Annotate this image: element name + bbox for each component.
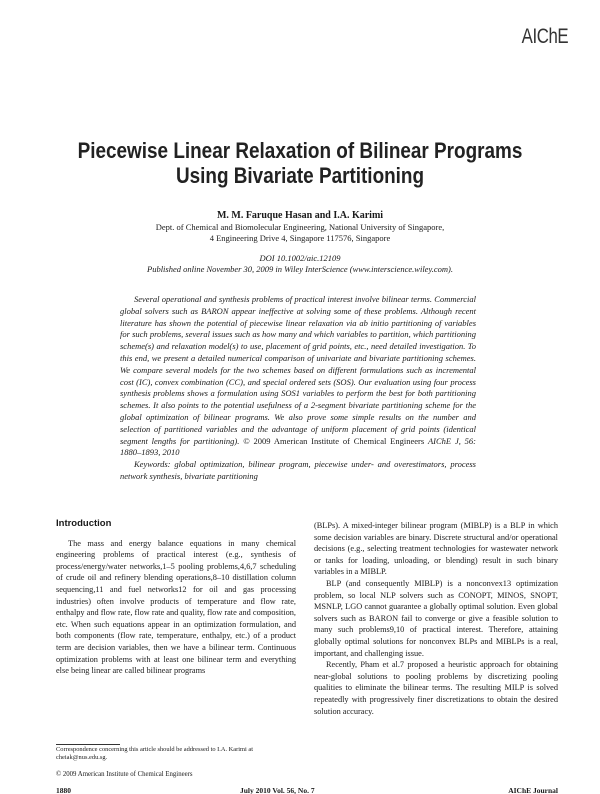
section-heading-introduction: Introduction (56, 518, 112, 529)
intro-paragraph-4: Recently, Pham et al.7 proposed a heuristic approach for obtaining near-global solutions to pooling problems by discretizing pooling qualities to eliminate the bilinear terms. The resulting MILP is solved repeatedly with progressively finer discretizations to obtain the desired solution accuracy. (314, 660, 558, 716)
issue-info: July 2010 Vol. 56, No. 7 (240, 786, 315, 794)
abstract-body: Several operational and synthesis problems of practical interest involve bilinear terms. Commercial global solvers such as BARON appear ineffective at solving some of these problems. Although recent literature has shown the potential of piecewise linear relaxation via ab initio partitioning of variables for such problems, several issues such as how many and which variables to partition, which partitioning scheme(s) and relaxation model(s) to use, placement of grid points, etc., need detailed investigation. To this end, we present a detailed numerical comparison of univariate and bivariate partitioning schemes. We compare several models for the two schemes based on different formulations such as incremental cost (IC), convex combination (CC), and special ordered sets (SOS). Our evaluation using four process synthesis problems shows a formulation using SOS1 variables to perform the best for both partitioning schemes. It also points to the potential usefulness of a 2-segment bivariate partitioning scheme for the global optimization of bilinear programs. We also prove some simple results on the number and selection of partitioned variables and the advantage of uniform placement of grid points (identical segment lengths for partitioning). (120, 294, 476, 446)
doi: DOI 10.1002/aic.12109 (259, 253, 341, 263)
authors: M. M. Faruque Hasan and I.A. Karimi (216, 210, 384, 221)
intro-paragraph-1: The mass and energy balance equations in many chemical engineering problems of practical interest (e.g., synthesis of process/energy/water networks,1–5 pooling problems,4,6,7 scheduling of crude oil and refinery blending operations,8–10 distillation column sequencing,11 and fuel networks12 for oil and gas processing industries) often involve products of temperature and flow rate, enthalpy and flow rate, flow rate and quality, flow rate and composition, etc. When such equations appear in an optimization formulation, and both components (flow rate, temperature, enthalpy, etc.) of a product term are decision variables, then we have a bilinear term. Continuous optimization problems with at least one bilinear term and everything else being linear are called bilinear programs (56, 538, 296, 676)
journal-logo: AIChE (521, 25, 568, 48)
intro-paragraph-2: (BLPs). A mixed-integer bilinear program (MIBLP) is a BLP in which some decision variables are binary. Discrete structural and/or operational decisions (e.g., selecting treatment technologies for wastewater network or tanks for loading, unloading, or blending) result in such binary variables in a MIBLP. (314, 521, 558, 577)
left-column (56, 518, 296, 677)
abstract-citation: AIChE J, 56: 1880–1893, 2010 (120, 435, 476, 458)
abstract (120, 294, 476, 483)
published-online: Published online November 30, 2009 in Wiley InterScience (www.interscience.wiley.com). (147, 264, 453, 274)
footnote-copyright: © 2009 American Institute of Chemical Engineers (56, 771, 193, 778)
footnote-rule (56, 744, 120, 745)
affiliation-line-1: Dept. of Chemical and Biomolecular Engineering, National University of Singapore, (155, 222, 445, 232)
abstract-text (120, 294, 476, 459)
abstract-copyright: © 2009 American Institute of Chemical Engineers (243, 435, 425, 446)
correspondence-footnote: Correspondence concerning this article should be addressed to I.A. Karimi at cheiak@nus.edu.sg. (56, 746, 253, 762)
affiliation (80, 222, 520, 244)
right-column (314, 520, 558, 717)
journal-name: AIChE Journal (508, 786, 558, 794)
page-number: 1880 (56, 786, 71, 794)
intro-paragraph-3: BLP (and consequently MIBLP) is a nonconvex13 optimization problem, so local NLP solvers such as CONOPT, MINOS, SNOPT, MSNLP, LGO cannot guarantee a globally optimal solution. Even global solvers such as BARON fail to converge or give a feasible solution to many such problems9,10 of practical interest. Therefore, attaining globally optimal solutions for nonconvex BLPs and MIBLPs is a real, important, and challenging issue. (314, 578, 558, 658)
keywords: Keywords: global optimization, bilinear program, piecewise under- and overestimators, process network synthesis, bivariate partitioning (120, 459, 476, 481)
affiliation-line-2: 4 Engineering Drive 4, Singapore 117576, Singapore (209, 233, 391, 243)
paper-title: Piecewise Linear Relaxation of Bilinear Programs Using Bivariate Partitioning (77, 138, 523, 188)
